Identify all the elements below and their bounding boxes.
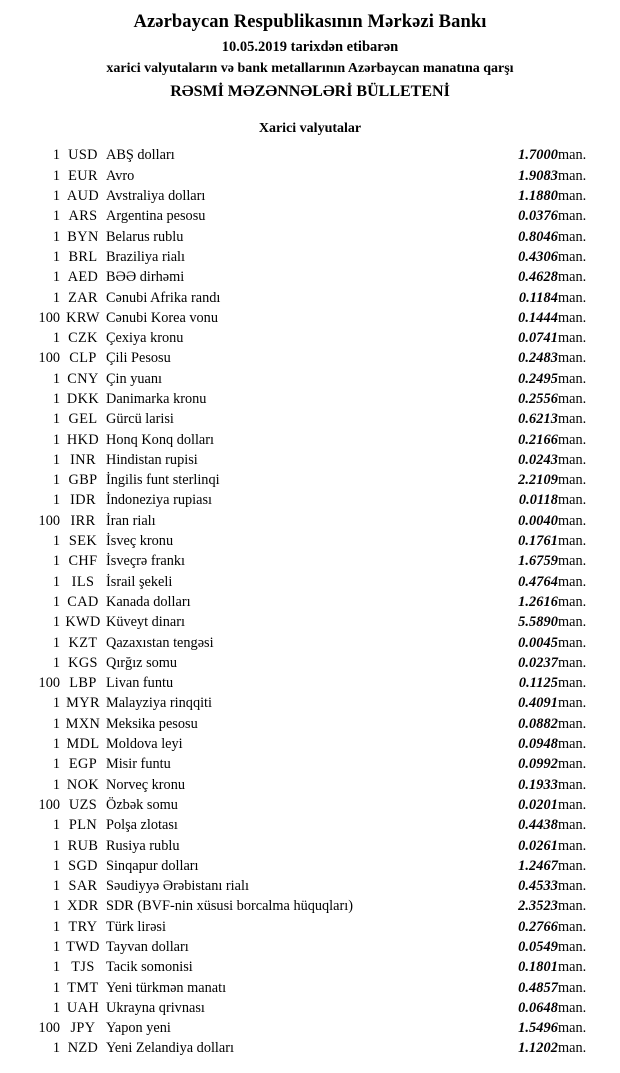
table-row [18, 288, 602, 308]
currency-name: Polşa zlotası [106, 817, 178, 834]
currency-units: 1 [52, 411, 60, 428]
currency-rate-value: 0.0549 [518, 939, 558, 955]
currency-code: TRY [68, 918, 98, 935]
table-row [18, 957, 602, 977]
currency-units: 1 [52, 715, 60, 732]
currency-unit-label: man. [558, 756, 587, 773]
currency-rate-value: 0.0992 [518, 756, 558, 773]
currency-code: RUB [67, 837, 99, 854]
currency-name: İsveçrə frankı [106, 553, 185, 570]
currency-units: 1 [52, 269, 60, 286]
currency-unit-label: man. [558, 898, 587, 915]
currency-rate-value: 1.1880 [518, 188, 558, 205]
table-row [18, 470, 602, 490]
currency-unit-label: man. [558, 167, 587, 184]
currency-units: 100 [38, 350, 60, 367]
currency-rate-value: 0.0045 [518, 634, 558, 651]
currency-unit-label: man. [558, 695, 587, 712]
currency-unit-label: man. [558, 390, 587, 407]
currency-name: Honq Konq dolları [106, 431, 215, 448]
currency-units: 100 [38, 1020, 60, 1037]
currency-name: Tacik somonisi [106, 959, 193, 976]
currency-unit-label: man. [558, 472, 587, 489]
table-row [18, 206, 602, 226]
currency-unit-label: man. [558, 634, 587, 651]
currency-rate-value: 0.2556 [518, 390, 558, 407]
currency-name: Qırğız somu [106, 654, 178, 671]
currency-name: İran rialı [106, 512, 156, 529]
currency-rate-value: 0.0741 [518, 330, 558, 347]
table-row [18, 998, 602, 1018]
currency-unit-label: man. [558, 1020, 587, 1037]
table-row [18, 937, 602, 957]
currency-rate-value: 0.8046 [518, 228, 558, 245]
currency-rate-value: 0.1184 [518, 289, 558, 306]
currency-units: 1 [52, 614, 60, 631]
currency-rate-value: 0.2483 [518, 350, 558, 367]
currency-code: IRR [70, 512, 96, 529]
currency-code: GBP [68, 472, 98, 489]
table-row [18, 754, 602, 774]
currency-units: 1 [52, 188, 60, 205]
currency-name: İsveç kronu [106, 533, 174, 550]
currency-units: 1 [52, 472, 60, 489]
currency-units: 1 [52, 593, 60, 610]
table-row [18, 145, 602, 165]
currency-code: BYN [67, 228, 99, 245]
currency-unit-label: man. [558, 837, 587, 854]
currency-units: 1 [52, 208, 60, 225]
document-bulletin-title: RƏSMİ MƏZƏNNƏLƏRİ BÜLLETENİ [170, 83, 450, 101]
currency-unit-label: man. [558, 208, 587, 225]
currency-code: AUD [66, 188, 100, 205]
currency-rate-value: 0.4533 [518, 878, 558, 895]
table-row [18, 490, 602, 510]
currency-unit-label: man. [558, 289, 587, 306]
currency-code: INR [70, 451, 96, 468]
currency-name: Cənubi Korea vonu [106, 309, 218, 326]
currency-code: KGS [68, 654, 98, 671]
currency-units: 1 [52, 533, 60, 550]
table-row [18, 856, 602, 876]
currency-unit-label: man. [558, 614, 587, 631]
table-row [18, 551, 602, 571]
currency-unit-label: man. [558, 878, 587, 895]
currency-units: 1 [52, 898, 60, 915]
currency-rate-value: 1.5496 [518, 1020, 558, 1037]
currency-name: Çexiya kronu [106, 330, 184, 347]
currency-name: BƏƏ dirhəmi [106, 269, 185, 286]
table-row [18, 633, 602, 653]
currency-units: 1 [52, 634, 60, 651]
currency-unit-label: man. [558, 979, 587, 996]
currency-name: SDR (BVF-nin xüsusi borcalma hüquqları) [106, 898, 353, 915]
currency-unit-label: man. [558, 512, 587, 529]
currency-units: 1 [52, 147, 60, 164]
table-row [18, 1038, 602, 1058]
table-row [18, 247, 602, 267]
currency-rate-value: 0.0118 [518, 492, 558, 509]
currency-units: 100 [38, 512, 60, 529]
currency-code: CNY [67, 370, 99, 387]
currency-units: 1 [52, 979, 60, 996]
bank-title: Azərbaycan Respublikasının Mərkəzi Bankı [133, 12, 487, 32]
currency-rate-value: 1.1202 [518, 1040, 558, 1057]
currency-rate-value: 1.7000 [518, 147, 558, 164]
currency-unit-label: man. [558, 573, 587, 590]
currency-code: JPY [70, 1020, 96, 1037]
currency-code: KZT [68, 634, 98, 651]
currency-code: CZK [68, 330, 98, 347]
currency-code: ILS [71, 573, 95, 590]
currency-rate-value: 0.6213 [518, 411, 558, 428]
currency-units: 1 [52, 228, 60, 245]
currency-unit-label: man. [558, 370, 587, 387]
table-row [18, 409, 602, 429]
currency-code: DKK [66, 390, 100, 407]
currency-code: USD [68, 147, 98, 164]
currency-units: 1 [52, 431, 60, 448]
currency-units: 1 [52, 878, 60, 895]
currency-code: UAH [66, 999, 100, 1016]
currency-unit-label: man. [558, 939, 587, 955]
currency-code: SAR [68, 878, 98, 895]
currency-name: Argentina pesosu [106, 208, 206, 225]
currency-rate-value: 0.0948 [518, 736, 558, 753]
currency-unit-label: man. [558, 736, 587, 753]
currency-code: EGP [68, 756, 98, 773]
currency-name: Tayvan dolları [106, 939, 189, 955]
currency-rate-value: 1.2616 [518, 593, 558, 610]
table-row [18, 917, 602, 937]
currency-name: Belarus rublu [106, 228, 184, 245]
currency-unit-label: man. [558, 309, 587, 326]
currency-name: Avstraliya dolları [106, 188, 206, 205]
table-row [18, 795, 602, 815]
currency-name: ABŞ dolları [106, 147, 175, 164]
currency-code: SEK [68, 533, 98, 550]
table-row [18, 511, 602, 531]
table-row [18, 186, 602, 206]
table-row [18, 693, 602, 713]
currency-rate-value: 0.2166 [518, 431, 558, 448]
currency-unit-label: man. [558, 918, 587, 935]
table-row [18, 430, 602, 450]
currency-rate-value: 0.4306 [518, 248, 558, 265]
currency-code: MDL [66, 736, 100, 753]
currency-unit-label: man. [558, 350, 587, 367]
currency-rate-value: 1.2467 [518, 857, 558, 874]
currency-unit-label: man. [558, 1040, 587, 1057]
currency-unit-label: man. [558, 330, 587, 347]
currency-name: İndoneziya rupiası [106, 492, 212, 509]
currency-units: 1 [52, 167, 60, 184]
table-row [18, 369, 602, 389]
currency-code: NZD [67, 1040, 99, 1057]
currency-unit-label: man. [558, 715, 587, 732]
currency-name: Səudiyyə Ərəbistanı rialı [106, 878, 249, 895]
currency-rate-value: 0.0376 [518, 208, 558, 225]
table-row [18, 612, 602, 632]
currency-units: 1 [52, 654, 60, 671]
currency-rate-value: 0.0648 [518, 999, 558, 1016]
currency-units: 1 [52, 573, 60, 590]
currency-code: CHF [68, 553, 98, 570]
currency-rates-body [18, 145, 602, 1058]
currency-name: Malayziya rinqqiti [106, 695, 213, 712]
currency-rate-value: 0.1801 [518, 959, 558, 976]
table-row [18, 896, 602, 916]
currency-name: Cənubi Afrika randı [106, 289, 221, 306]
currency-units: 100 [38, 309, 60, 326]
currency-units: 1 [52, 330, 60, 347]
currency-name: Özbək somu [106, 796, 178, 813]
currency-unit-label: man. [558, 593, 587, 610]
table-row [18, 308, 602, 328]
currency-units: 1 [52, 999, 60, 1016]
currency-unit-label: man. [558, 857, 587, 874]
currency-unit-label: man. [558, 999, 587, 1016]
currency-units: 1 [52, 492, 60, 509]
currency-unit-label: man. [558, 675, 587, 692]
currency-code: KRW [66, 309, 100, 326]
currency-rates-table [18, 145, 602, 1058]
table-row [18, 389, 602, 409]
currency-units: 100 [38, 675, 60, 692]
table-row [18, 876, 602, 896]
table-row [18, 775, 602, 795]
currency-name: Ukrayna qrivnası [106, 999, 205, 1016]
section-title-foreign-currencies: Xarici valyutalar [258, 121, 362, 137]
currency-unit-label: man. [558, 431, 587, 448]
currency-units: 1 [52, 959, 60, 976]
currency-rate-value: 0.0201 [518, 796, 558, 813]
currency-name: Yapon yeni [106, 1020, 171, 1037]
currency-unit-label: man. [558, 553, 587, 570]
currency-rate-value: 0.0261 [518, 837, 558, 854]
currency-code: EUR [68, 167, 98, 184]
currency-code: CAD [67, 593, 99, 610]
currency-units: 1 [52, 817, 60, 834]
currency-unit-label: man. [558, 228, 587, 245]
table-row [18, 166, 602, 186]
currency-name: Küveyt dinarı [106, 614, 186, 631]
document-header [18, 12, 602, 101]
currency-unit-label: man. [558, 147, 587, 164]
currency-units: 1 [52, 837, 60, 854]
currency-name: Norveç kronu [106, 776, 186, 793]
currency-code: CLP [69, 350, 97, 367]
table-row [18, 836, 602, 856]
currency-code: GEL [68, 411, 98, 428]
currency-rate-value: 0.0243 [518, 451, 558, 468]
currency-name: Sinqapur dolları [106, 857, 199, 874]
currency-rate-value: 1.9083 [518, 167, 558, 184]
currency-code: UZS [68, 796, 98, 813]
currency-rate-value: 0.0237 [518, 654, 558, 671]
currency-units: 1 [52, 289, 60, 306]
currency-unit-label: man. [558, 411, 587, 428]
currency-unit-label: man. [558, 654, 587, 671]
currency-code: MXN [65, 715, 101, 732]
table-row [18, 227, 602, 247]
currency-code: PLN [68, 817, 98, 834]
currency-name: Gürcü larisi [106, 411, 174, 428]
currency-code: IDR [70, 492, 96, 509]
currency-rate-value: 0.0882 [518, 715, 558, 732]
table-row [18, 673, 602, 693]
table-row [18, 1018, 602, 1038]
currency-unit-label: man. [558, 796, 587, 813]
currency-rate-value: 0.4438 [518, 817, 558, 834]
currency-name: Meksika pesosu [106, 715, 198, 732]
currency-unit-label: man. [558, 533, 587, 550]
currency-units: 1 [52, 370, 60, 387]
currency-name: İngilis funt sterlinqi [106, 472, 220, 489]
currency-rate-value: 0.4091 [518, 695, 558, 712]
table-row [18, 653, 602, 673]
currency-unit-label: man. [558, 817, 587, 834]
document-subtitle: xarici valyutaların və bank metallarının Azərbaycan manatına qarşı [106, 60, 514, 76]
currency-name: Çili Pesosu [106, 350, 171, 367]
currency-name: Misir funtu [106, 756, 171, 773]
currency-rate-value: 0.1761 [518, 533, 558, 550]
table-row [18, 734, 602, 754]
currency-code: AED [67, 269, 99, 286]
currency-name: Yeni türkmən manatı [106, 979, 227, 996]
currency-rate-value: 5.5890 [518, 614, 558, 631]
currency-name: Hindistan rupisi [106, 451, 198, 468]
currency-code: TWD [66, 939, 100, 955]
currency-units: 1 [52, 857, 60, 874]
currency-unit-label: man. [558, 492, 587, 509]
currency-name: Qazaxıstan tengəsi [106, 634, 214, 651]
currency-code: ARS [68, 208, 98, 225]
currency-name: Danimarka kronu [106, 390, 207, 407]
currency-code: MYR [66, 695, 100, 712]
currency-name: Livan funtu [106, 675, 174, 692]
currency-code: HKD [66, 431, 100, 448]
currency-units: 1 [52, 248, 60, 265]
currency-name: Rusiya rublu [106, 837, 180, 854]
currency-unit-label: man. [558, 248, 587, 265]
currency-unit-label: man. [558, 269, 587, 286]
currency-unit-label: man. [558, 451, 587, 468]
currency-rate-value: 2.2109 [518, 472, 558, 489]
currency-unit-label: man. [558, 959, 587, 976]
currency-rate-value: 1.6759 [518, 553, 558, 570]
table-row [18, 531, 602, 551]
currency-name: Çin yuanı [106, 370, 162, 387]
table-row [18, 328, 602, 348]
table-row [18, 978, 602, 998]
currency-units: 1 [52, 1040, 60, 1057]
currency-rate-value: 0.2766 [518, 918, 558, 935]
table-row [18, 572, 602, 592]
currency-units: 100 [38, 796, 60, 813]
currency-name: Braziliya rialı [106, 248, 185, 265]
currency-units: 1 [52, 736, 60, 753]
currency-name: Yeni Zelandiya dolları [106, 1040, 234, 1057]
currency-code: ZAR [68, 289, 98, 306]
currency-units: 1 [52, 695, 60, 712]
currency-name: Moldova leyi [106, 736, 183, 753]
currency-rate-value: 0.4857 [518, 979, 558, 996]
effective-date-line: 10.05.2019 tarixdən etibarən [221, 39, 399, 56]
currency-code: SGD [68, 857, 98, 874]
currency-units: 1 [52, 553, 60, 570]
currency-rate-value: 2.3523 [518, 898, 558, 915]
currency-code: LBP [69, 675, 97, 692]
table-row [18, 592, 602, 612]
currency-code: NOK [66, 776, 100, 793]
table-row [18, 815, 602, 835]
currency-code: KWD [65, 614, 101, 631]
currency-code: TJS [71, 959, 95, 976]
currency-code: BRL [68, 248, 98, 265]
currency-rate-value: 0.0040 [518, 512, 558, 529]
currency-units: 1 [52, 776, 60, 793]
currency-name: İsrail şekeli [106, 573, 173, 590]
currency-name: Kanada dolları [106, 593, 191, 610]
currency-name: Avro [106, 167, 135, 184]
currency-rate-value: 0.4764 [518, 573, 558, 590]
table-row [18, 714, 602, 734]
currency-code: TMT [67, 979, 99, 996]
currency-units: 1 [52, 939, 60, 955]
currency-rate-value: 0.1444 [518, 309, 558, 326]
table-row [18, 348, 602, 368]
currency-unit-label: man. [558, 776, 587, 793]
currency-rate-value: 0.1125 [518, 675, 558, 692]
currency-rate-value: 0.2495 [518, 370, 558, 387]
currency-unit-label: man. [558, 188, 587, 205]
currency-units: 1 [52, 451, 60, 468]
currency-units: 1 [52, 756, 60, 773]
currency-code: XDR [67, 898, 99, 915]
table-row [18, 450, 602, 470]
currency-name: Türk lirəsi [106, 918, 166, 935]
currency-rate-value: 0.4628 [518, 269, 558, 286]
table-row [18, 267, 602, 287]
currency-units: 1 [52, 390, 60, 407]
currency-units: 1 [52, 918, 60, 935]
currency-rate-value: 0.1933 [518, 776, 558, 793]
